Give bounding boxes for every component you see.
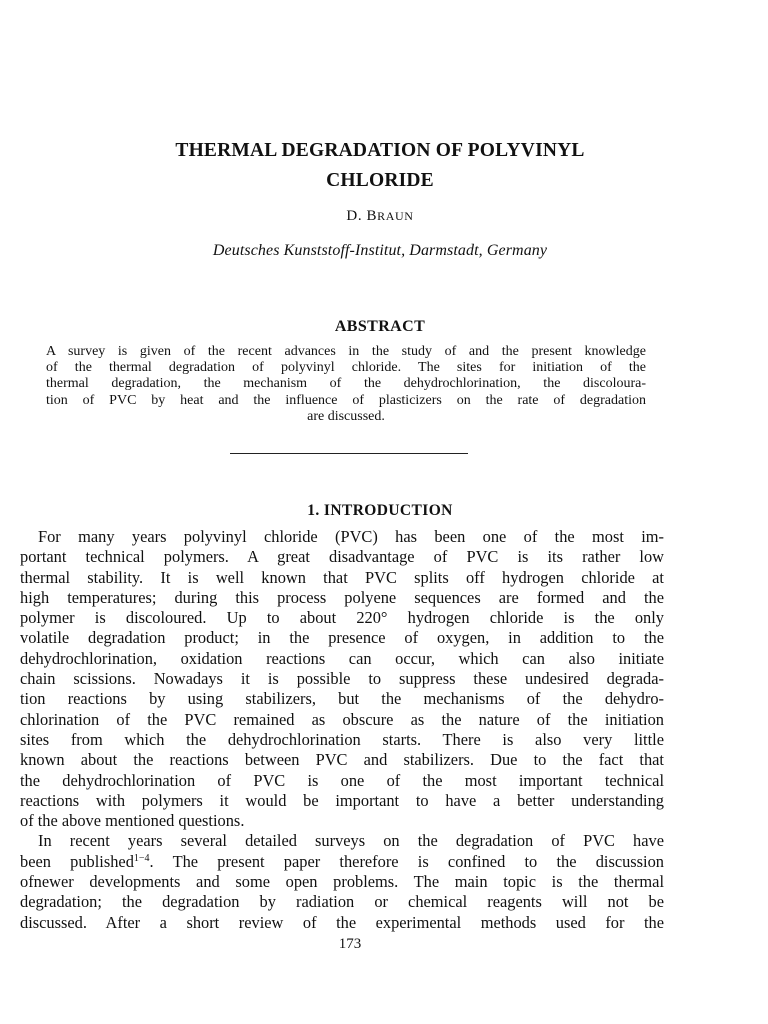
paragraph-line: discussed. After a short review of the experimental methods used for the (20, 912, 664, 932)
paragraph-line: In recent years several detailed surveys on the degradation of PVC have (38, 831, 664, 851)
introduction-body (20, 527, 664, 933)
paragraph-line: tion reactions by using stabilizers, but the mechanisms of the dehydro- (20, 689, 664, 709)
title-line-2: CHLORIDE (326, 170, 434, 191)
paragraph-line: dehydrochlorination, oxidation reactions can occur, which can also initiate (20, 648, 664, 668)
author-initial: D. B (346, 208, 378, 224)
title-line-1: THERMAL DEGRADATION OF POLYVINYL (175, 140, 585, 161)
abstract-heading: ABSTRACT (334, 318, 426, 335)
section-heading: 1. INTRODUCTION (307, 502, 453, 519)
citation-lead-text: been published (20, 851, 134, 871)
paragraph-line: chlorination of the PVC remained as obscure as the nature of the initiation (20, 709, 664, 729)
paragraph-line: ofnewer developments and some open problems. The main topic is the thermal (20, 872, 664, 892)
paragraph-line: volatile degradation product; in the presence of oxygen, in addition to the (20, 628, 664, 648)
paragraph-line: of the above mentioned questions. (20, 811, 245, 831)
author-affiliation: Deutsches Kunststoff-Institut, Darmstadt, Germany (212, 242, 548, 259)
author-name (60, 208, 700, 225)
abstract-line: of the thermal degradation of polyvinyl chloride. The sites for initiation of the (46, 360, 646, 376)
paragraph-line: polymer is discoloured. Up to about 220° hydrogen chloride is the only (20, 608, 664, 628)
paragraph-line: chain scissions. Nowadays it is possible to suppress these undesired degrada- (20, 669, 664, 689)
paragraph-line: thermal stability. It is well known that PVC splits off hydrogen chloride at (20, 567, 664, 587)
paragraph-line: known about the reactions between PVC and stabilizers. Due to the fact that (20, 750, 664, 770)
abstract-line: A survey is given of the recent advances in the study of and the present knowledge (46, 344, 646, 359)
paragraph-line: sites from which the dehydrochlorination starts. There is also very little (20, 729, 664, 749)
page-number: 173 (338, 936, 362, 952)
paragraph-line-with-citation (20, 852, 664, 872)
author-surname-smallcaps: RAUN (377, 209, 414, 223)
paragraph-line: the dehydrochlorination of PVC is one of the most important technical (20, 770, 664, 790)
paper-title (60, 136, 700, 196)
paragraph-line: reactions with polymers it would be important to have a better understanding (20, 790, 664, 810)
citation-trailing-text: . The present paper therefore is confined to the discussion (149, 851, 665, 871)
abstract-line: are discussed. (307, 408, 385, 424)
abstract-body (46, 344, 646, 425)
section-divider (230, 453, 468, 454)
paragraph-line: For many years polyvinyl chloride (PVC) has been one of the most im- (38, 527, 664, 546)
abstract-line: thermal degradation, the mechanism of the dehydrochlorination, the discoloura- (46, 376, 646, 392)
abstract-line: tion of PVC by heat and the influence of plasticizers on the rate of degradation (46, 392, 646, 408)
paragraph-line: portant technical polymers. A great disadvantage of PVC is its rather low (20, 547, 664, 567)
paragraph-line: degradation; the degradation by radiation or chemical reagents will not be (20, 892, 664, 912)
paragraph-line: high temperatures; during this process polyene sequences are formed and the (20, 587, 664, 607)
citation-superscript: 1−4 (133, 852, 150, 864)
